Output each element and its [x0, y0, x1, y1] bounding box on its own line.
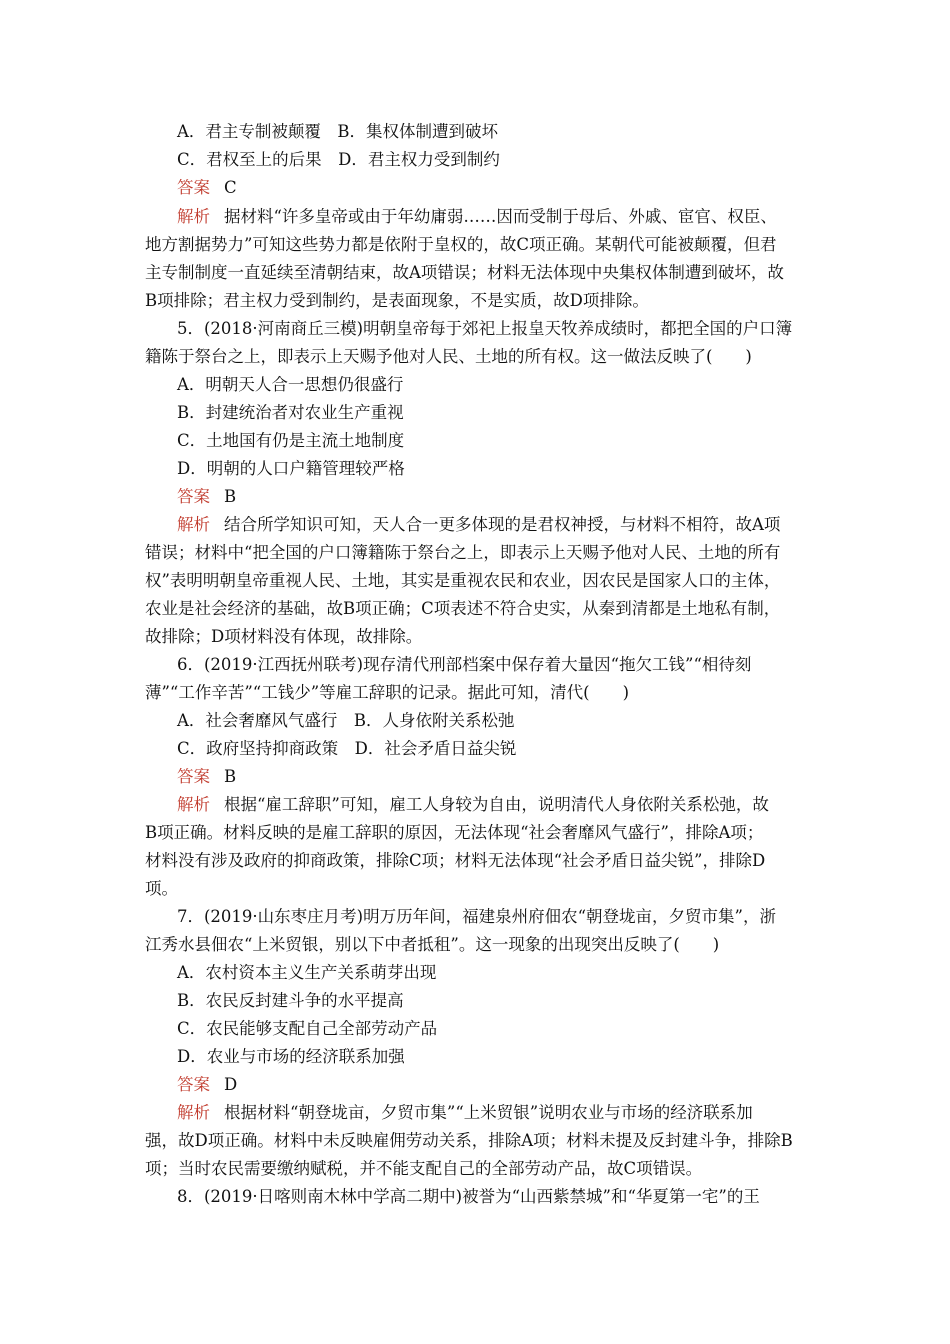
q7-answer — [177, 1071, 237, 1099]
q6-analysis-line-4: 项。 — [145, 879, 178, 898]
q7-stem-line-2: 江秀水县佃农“上米贸银，别以下中者抵租”。这一现象的出现突出反映了( ) — [145, 935, 720, 954]
q5-option-d: D．明朝的人口户籍管理较严格 — [177, 459, 405, 478]
q5-stem-line-1: 5．(2018·河南商丘三模)明朝皇帝每于郊祀上报皇天牧养成绩时，都把全国的户口簿 — [177, 319, 793, 338]
q6-option-cd: C．政府坚持抑商政策 D．社会矛盾日益尖锐 — [177, 739, 517, 758]
q4-option-cd: C．君权至上的后果 D．君主权力受到制约 — [177, 150, 500, 169]
analysis-label: 解析 — [177, 515, 210, 534]
q7-analysis-line-2: 强，故D项正确。材料中未反映雇佣劳动关系，排除A项；材料未提及反封建斗争，排除B — [145, 1131, 793, 1150]
analysis-label: 解析 — [177, 795, 210, 814]
q7-option-d: D．农业与市场的经济联系加强 — [177, 1047, 405, 1066]
answer-value: D — [224, 1075, 238, 1094]
answer-value: B — [224, 767, 237, 786]
analysis-text: 根据“雇工辞职”可知，雇工人身较为自由，说明清代人身依附关系松弛，故 — [224, 795, 769, 814]
answer-label: 答案 — [177, 487, 210, 506]
q8-stem-line-1: 8．(2019·日喀则南木林中学高二期中)被誉为“山西紫禁城”和“华夏第一宅”的王 — [177, 1187, 760, 1206]
q7-stem-line-1: 7．(2019·山东枣庄月考)明万历年间，福建泉州府佃农“朝登垅亩，夕贸市集”，浙 — [177, 907, 776, 926]
q5-option-b: B．封建统治者对农业生产重视 — [177, 403, 404, 422]
q4-option-ab: A．君主专制被颠覆 B．集权体制遭到破坏 — [177, 122, 499, 141]
q7-option-b: B．农民反封建斗争的水平提高 — [177, 991, 404, 1010]
answer-value: B — [224, 487, 237, 506]
analysis-text: 根据材料“朝登垅亩，夕贸市集”“上米贸银”说明农业与市场的经济联系加 — [224, 1103, 753, 1122]
q5-analysis-line-4: 农业是社会经济的基础，故B项正确；C项表述不符合史实，从秦到清都是土地私有制， — [145, 599, 781, 618]
q4-analysis-line-4: B项排除；君主权力受到制约，是表面现象，不是实质，故D项排除。 — [145, 291, 649, 310]
q6-stem-line-2: 薄”“工作辛苦”“工钱少”等雇工辞职的记录。据此可知，清代( ) — [145, 683, 630, 702]
analysis-label: 解析 — [177, 1103, 210, 1122]
q6-analysis-line-3: 材料没有涉及政府的抑商政策，排除C项；材料无法体现“社会矛盾日益尖锐”，排除D — [145, 851, 766, 870]
q5-answer — [177, 483, 236, 511]
q7-analysis-line-1 — [177, 1099, 753, 1127]
q6-stem-line-1: 6．(2019·江西抚州联考)现存清代刑部档案中保存着大量因“拖欠工钱”“相待刻 — [177, 655, 752, 674]
q4-analysis-line-1 — [177, 203, 777, 231]
q5-option-c: C．土地国有仍是主流土地制度 — [177, 431, 405, 450]
q5-analysis-line-2: 错误；材料中“把全国的户口簿籍陈于祭台之上，即表示上天赐予他对人民、土地的所有 — [145, 543, 781, 562]
analysis-text: 结合所学知识可知，天人合一更多体现的是君权神授，与材料不相符，故A项 — [224, 515, 781, 534]
answer-label: 答案 — [177, 1075, 210, 1094]
q6-analysis-line-1 — [177, 791, 769, 819]
answer-label: 答案 — [177, 178, 210, 197]
answer-label: 答案 — [177, 767, 210, 786]
q7-option-c: C．农民能够支配自己全部劳动产品 — [177, 1019, 438, 1038]
q5-analysis-line-5: 故排除；D项材料没有体现，故排除。 — [145, 627, 423, 646]
q4-answer — [177, 174, 237, 202]
q5-option-a: A．明朝天人合一思想仍很盛行 — [177, 375, 404, 394]
analysis-text: 据材料“许多皇帝或由于年幼庸弱……因而受制于母后、外戚、宦官、权臣、 — [224, 207, 777, 226]
q5-stem-line-2: 籍陈于祭台之上，即表示上天赐予他对人民、土地的所有权。这一做法反映了( ) — [145, 347, 752, 366]
q5-analysis-line-3: 权”表明明朝皇帝重视人民、土地，其实是重视农民和农业，因农民是国家人口的主体， — [145, 571, 781, 590]
q7-analysis-line-3: 项；当时农民需要缴纳赋税，并不能支配自己的全部劳动产品，故C项错误。 — [145, 1159, 703, 1178]
q4-analysis-line-3: 主专制制度一直延续至清朝结束，故A项错误；材料无法体现中央集权体制遭到破坏，故 — [145, 263, 784, 282]
q6-analysis-line-2: B项正确。材料反映的是雇工辞职的原因，无法体现“社会奢靡风气盛行”，排除A项； — [145, 823, 764, 842]
q6-option-ab: A．社会奢靡风气盛行 B．人身依附关系松弛 — [177, 711, 515, 730]
q5-analysis-line-1 — [177, 511, 780, 539]
q7-option-a: A．农村资本主义生产关系萌芽出现 — [177, 963, 437, 982]
answer-value: C — [224, 178, 237, 197]
analysis-label: 解析 — [177, 207, 210, 226]
q4-analysis-line-2: 地方割据势力”可知这些势力都是依附于皇权的，故C项正确。某朝代可能被颠覆，但君 — [145, 235, 777, 254]
q6-answer — [177, 763, 236, 791]
